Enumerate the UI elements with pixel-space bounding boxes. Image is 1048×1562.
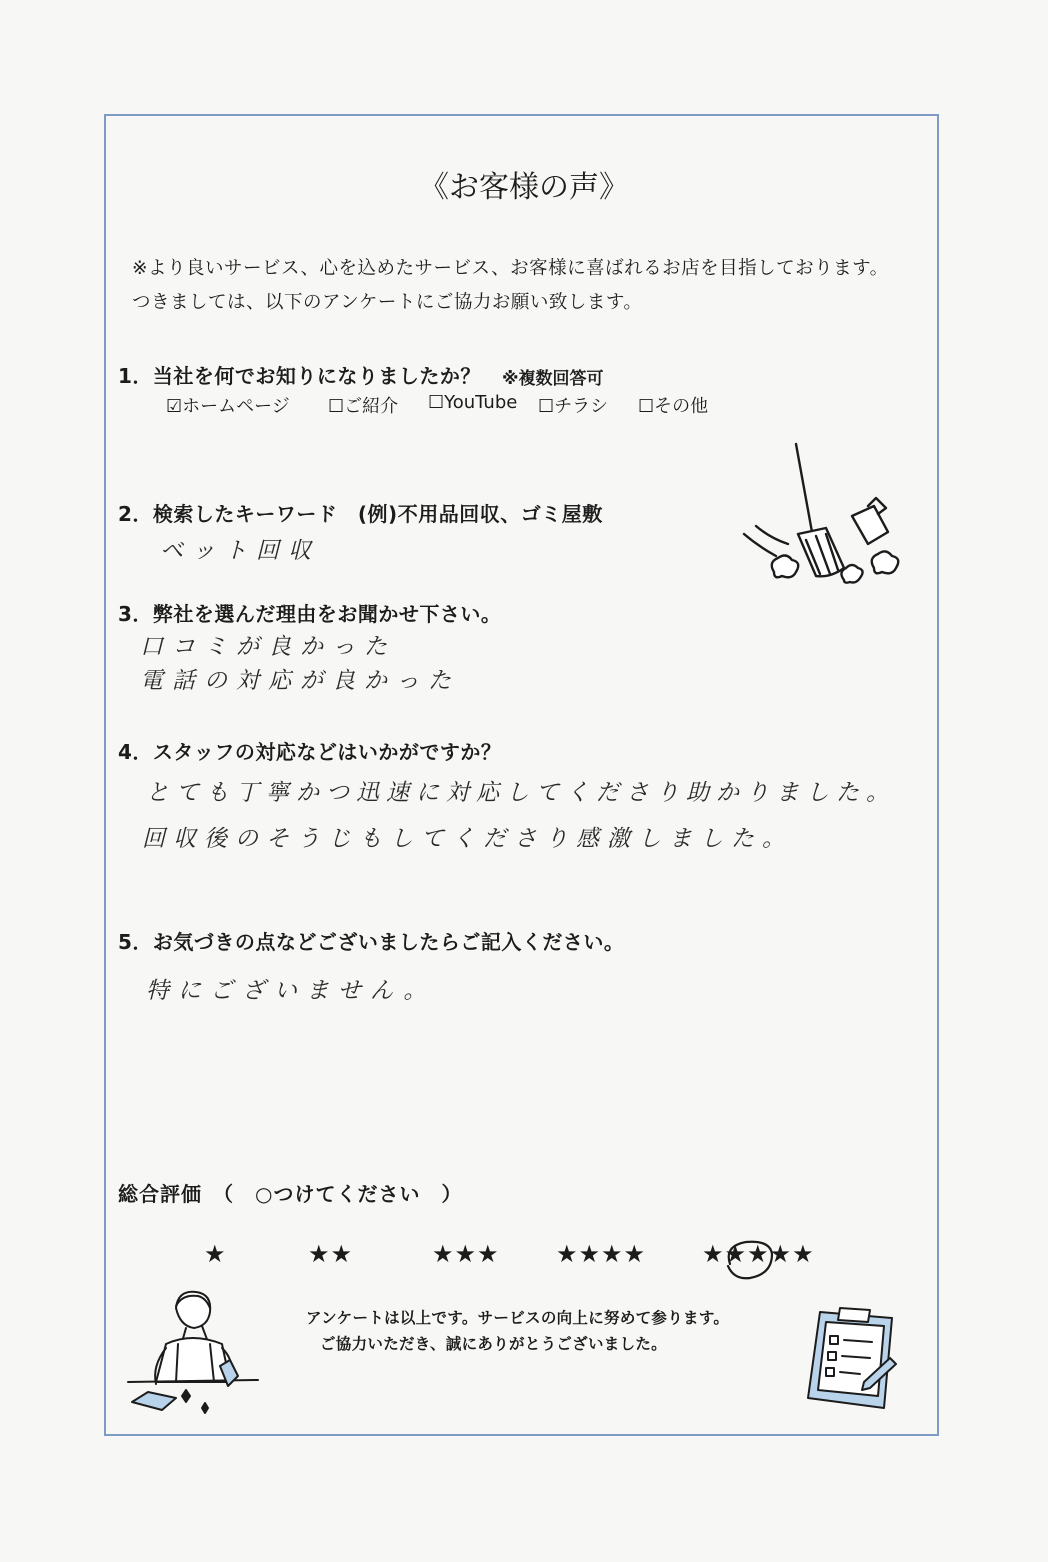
option-youtube[interactable] bbox=[428, 392, 517, 413]
answer-4-line-1: とても丁寧かつ迅速に対応してくださり助かりました。 bbox=[146, 780, 896, 806]
answer-3-line-1: 口コミが良かった bbox=[140, 634, 396, 660]
answer-4-line-2: 回収後のそうじもしてくださり感激しました。 bbox=[142, 826, 793, 852]
option-label: ご紹介 bbox=[344, 396, 399, 417]
answer-5-handwriting: 特にございません。 bbox=[146, 978, 436, 1004]
checkbox-icon[interactable]: ☐ bbox=[538, 396, 555, 417]
rating-option-5[interactable]: ★★★★★ bbox=[702, 1240, 815, 1268]
option-label: チラシ bbox=[554, 396, 609, 417]
cleaning-staff-illustration bbox=[126, 1286, 266, 1422]
question-4-label: 4．スタッフの対応などはいかがですか？ bbox=[118, 740, 502, 764]
option-label: その他 bbox=[654, 396, 709, 417]
question-5-label: 5．お気づきの点などございましたらご記入ください。 bbox=[118, 930, 625, 954]
rating-option-3[interactable]: ★★★ bbox=[432, 1240, 500, 1268]
checkbox-icon[interactable]: ☐ bbox=[428, 392, 445, 413]
overall-rating-label: 総合評価 （ ○つけてください ） bbox=[118, 1182, 463, 1206]
rating-option-4[interactable]: ★★★★ bbox=[556, 1240, 647, 1268]
question-3-label: 3．弊社を選んだ理由をお聞かせ下さい。 bbox=[118, 602, 502, 626]
multiple-answer-note: ※複数回答可 bbox=[502, 369, 604, 389]
closing-line-1: アンケートは以上です。サービスの向上に努めて参ります。 bbox=[306, 1309, 730, 1327]
intro-line-1: ※より良いサービス、心を込めたサービス、お客様に喜ばれるお店を目指しております。 bbox=[132, 258, 889, 279]
option-referral[interactable] bbox=[328, 392, 398, 418]
clipboard-checklist-icon bbox=[800, 1298, 910, 1410]
option-other[interactable] bbox=[638, 392, 708, 418]
intro-line-2: つきましては、以下のアンケートにご協力お願い致します。 bbox=[132, 292, 643, 313]
rating-option-1[interactable]: ★ bbox=[204, 1240, 227, 1268]
checkbox-checked-icon[interactable]: ☑ bbox=[166, 396, 183, 417]
question-2-label: 2．検索したキーワード (例)不用品回収、ゴミ屋敷 bbox=[118, 502, 603, 526]
page-title: 《お客様の声》 bbox=[419, 170, 629, 205]
answer-2-handwriting: ベット回収 bbox=[160, 538, 320, 564]
rating-option-2[interactable]: ★★ bbox=[308, 1240, 354, 1268]
broom-dustpan-icon bbox=[740, 436, 910, 596]
rating-circle-mark bbox=[720, 1234, 780, 1284]
option-homepage[interactable] bbox=[166, 392, 290, 418]
option-label: YouTube bbox=[444, 392, 518, 413]
answer-3-line-2: 電話の対応が良かった bbox=[140, 668, 460, 694]
checkbox-icon[interactable]: ☐ bbox=[328, 396, 345, 417]
option-flyer[interactable] bbox=[538, 392, 608, 418]
checkbox-icon[interactable]: ☐ bbox=[638, 396, 655, 417]
question-1-label: 1．当社を何でお知りになりましたか？ bbox=[118, 364, 481, 388]
closing-line-2: ご協力いただき、誠にありがとうございました。 bbox=[320, 1335, 667, 1353]
option-label: ホームページ bbox=[182, 396, 290, 417]
